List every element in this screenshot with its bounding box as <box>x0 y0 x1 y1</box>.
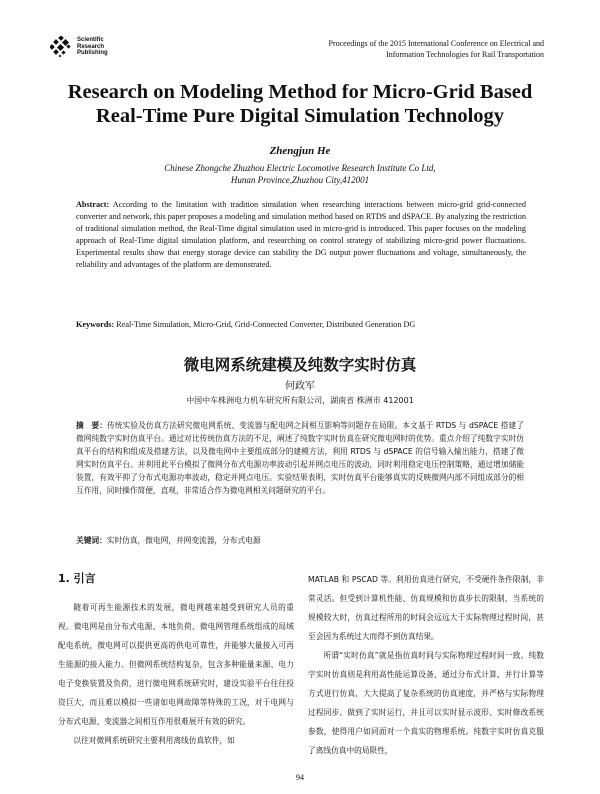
paper-title-cn: 微电网系统建模及纯数字实时仿真 <box>183 356 417 374</box>
paper-title-en-line-2: Real-Time Pure Digital Simulation Technology <box>95 105 505 127</box>
section-1-heading: 1. 引言 <box>58 572 96 585</box>
conference-header-line-1: Proceedings of the 2015 International Conference on Electrical and <box>328 39 544 48</box>
body-column-left <box>58 598 294 750</box>
author-en: Zhengjun He <box>269 145 331 157</box>
keywords-en <box>76 319 536 330</box>
body-paragraph: 所谓“实时仿真”就是指仿真时间与实际物理过程时间一致。纯数字实时仿真则是利用高性能运算设备，通过分布式计算、并行计算等方式进行仿真，大大提高了复杂系统的仿真速度，并严格与实际物理过程同步。做到了实时运行，并且可以实时显示波形、实时修改系统参数，使得用户如同面对一个真实的物理系统。纯数字实时仿真克服了离线仿真中的局限性， <box>308 651 544 755</box>
body-paragraph: 以往对微网系统研究主要利用离线仿真软件，如 <box>73 736 235 745</box>
page-number: 94 <box>296 773 304 782</box>
publisher-emblem-icon <box>50 36 74 58</box>
abstract-en-text: According to the limitation with tradition simulation when researching interactions between micro-grid grid-connected converter and network, this paper proposes a modeling and simulation method based on RTDS and dSPACE. By analyzing the restriction of traditional simulation method, the Real-Time digital simulation used in micro-grid is introduced. This paper focuses on the modeling approach of Real-Time digital simulation platform, and researching on control strategy of stabilizing micro-grid power fluctuations. Experimental results show that energy storage device can stability the DG output power fluctuations and voltage, simultaneously, the reliability and advantages of the platform are demonstrated. <box>76 200 526 269</box>
body-column-right <box>308 570 544 760</box>
author-cn: 何政军 <box>285 381 315 392</box>
keywords-cn-label: 关键词： <box>76 536 107 545</box>
body-paragraph: MATLAB 和 PSCAD 等。利用仿真进行研究，不受硬件条件限制，非常灵活。但受到计算机性能、仿真规模和仿真步长的限制，当系统的规模较大时，仿真过程所用的时间会远远大于实际物理过程时间，甚至会因为系统过大而得不到仿真结果。 <box>308 575 544 641</box>
affiliation-en <box>80 162 520 186</box>
publisher-logo <box>50 36 108 58</box>
keywords-en-label: Keywords: <box>76 320 115 329</box>
affiliation-cn: 中国中车株洲电力机车研究所有限公司，湖南省 株洲市 412001 <box>186 396 414 405</box>
keywords-cn <box>76 535 524 547</box>
publisher-line-3: Publishing <box>77 50 108 57</box>
publisher-name <box>77 37 108 57</box>
keywords-cn-text: 实时仿真，微电网，并网变流器，分布式电源 <box>106 536 261 545</box>
keywords-en-text: Real-Time Simulation, Micro-Grid, Grid-Connected Converter, Distributed Generation DG <box>114 320 416 329</box>
abstract-cn-text: 传统实验及仿真方法研究微电网系统、变流器与配电网之间相互影响等问题存在局限。本文基于 RTDS 与 dSPACE 搭建了微网纯数字实时仿真平台。通过对比传统仿真方法的不足，阐述了纯数字实时仿真在研究微电网时的优势。重点介绍了纯数字实时仿真平台的结构和组成及搭建方法，以及微电网中主要组成部分的建模方法，利用 RTDS 与 dSPACE 的信号输入输出能力，搭建了微网实时仿真平台。并利用此平台模拟了微网分布式电源功率波动引起并网点电压的波动，同时利用稳定电压控制策略，通过增加储能装置，有效平抑了分布式电源功率波动，稳定并网点电压。实验结果表明，实时仿真平台能够真实的反映微网内部不同组成部分的相互作用，同时操作简便，直观，非常适合作为微电网相关问题研究的平台。 <box>76 421 524 495</box>
publisher-line-2: Research <box>77 43 105 50</box>
abstract-en <box>76 199 526 270</box>
paper-title-en-line-1: Research on Modeling Method for Micro-Grid Based <box>67 81 533 103</box>
paper-title-en <box>40 80 560 128</box>
affiliation-en-line-2: Hunan Province,Zhuzhou City,412001 <box>230 175 370 185</box>
publisher-line-1: Scientific <box>77 37 104 44</box>
abstract-cn <box>76 419 524 497</box>
abstract-cn-label: 摘 要： <box>76 421 108 430</box>
body-paragraph: 随着可再生能源技术的发展，微电网越来越受到研究人员的重视。微电网是由分布式电源、本地负荷、微电网管理系统组成的局域配电系统，微电网可以提供更高的供电可靠性，并能够大量接入可再生能源的接入能力。但微网系统结构复杂，包含多种能量来源、电力电子变换装置及负荷，进行微电网系统研究时，建设实验平台往往投资巨大，而且难以模拟一些诸如电网故障等特殊的工况，对于电网与分布式电源、变流器之间相互作用很难展开有效的研究。 <box>58 603 294 726</box>
abstract-en-label: Abstract: <box>76 200 110 209</box>
affiliation-en-line-1: Chinese Zhongche Zhuzhou Electric Locomotive Research Institute Co Ltd, <box>164 163 436 173</box>
conference-header <box>214 38 544 60</box>
conference-header-line-2: Information Technologies for Rail Transportation <box>386 50 544 59</box>
